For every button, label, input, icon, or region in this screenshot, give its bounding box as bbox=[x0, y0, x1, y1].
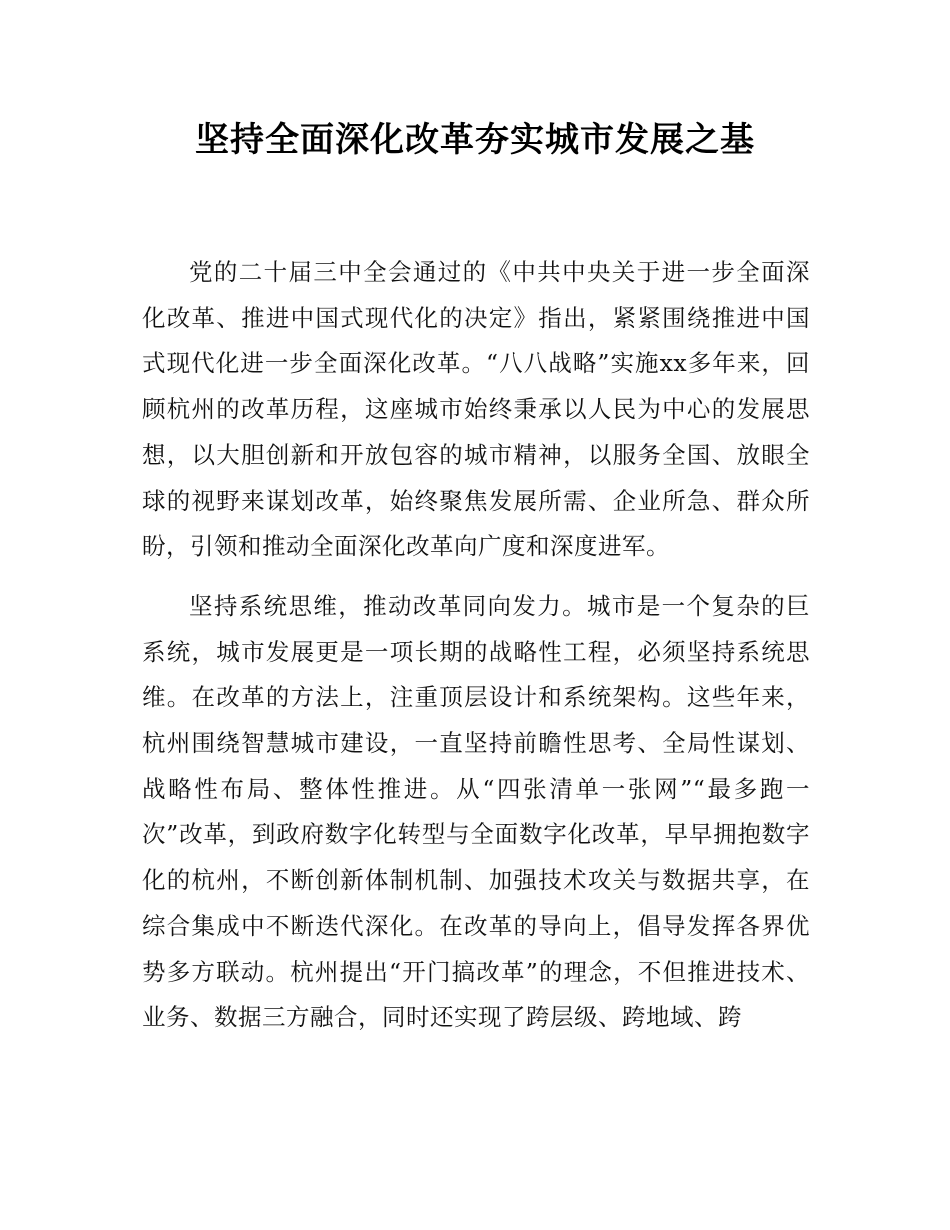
document-body bbox=[142, 250, 810, 1055]
paragraph-1: 党的二十届三中全会通过的《中共中央关于进一步全面深化改革、推进中国式现代化的决定》指出，紧紧围绕推进中国式现代化进一步全面深化改革。“八八战略”实施xx多年来，回顾杭州的改革历程，这座城市始终秉承以人民为中心的发展思想，以大胆创新和开放包容的城市精神，以服务全国、放眼全球的视野来谋划改革，始终聚焦发展所需、企业所急、群众所盼，引领和推动全面深化改革向广度和深度进军。 bbox=[142, 258, 810, 561]
document-title: 坚持全面深化改革夯实城市发展之基 bbox=[195, 120, 755, 160]
paragraph-2: 坚持系统思维，推动改革同向发力。城市是一个复杂的巨系统，城市发展更是一项长期的战略性工程，必须坚持系统思维。在改革的方法上，注重顶层设计和系统架构。这些年来，杭州围绕智慧城市建设，一直坚持前瞻性思考、全局性谋划、战略性布局、整体性推进。从“四张清单一张网”“最多跑一次”改革，到政府数字化转型与全面数字化改革，早早拥抱数字化的杭州，不断创新体制机制、加强技术攻关与数据共享，在综合集成中不断迭代深化。在改革的导向上，倡导发挥各界优势多方联动。杭州提出“开门搞改革”的理念，不但推进技术、业务、数据三方融合，同时还实现了跨层级、跨地域、跨 bbox=[142, 591, 810, 1032]
